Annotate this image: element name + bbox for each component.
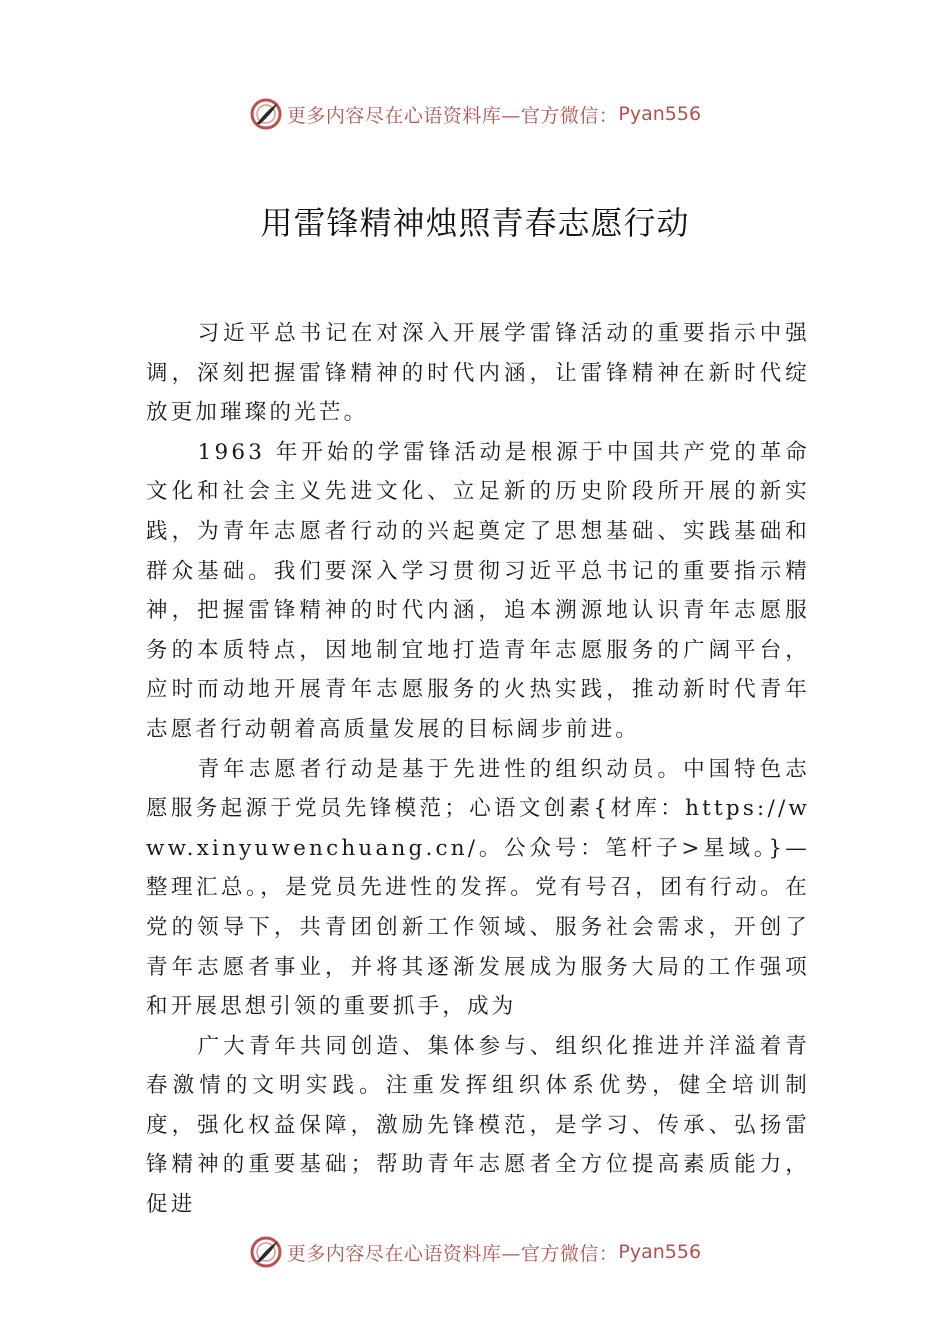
banner-text: 更多内容尽在心语资料库—官方微信：	[286, 104, 619, 127]
paragraph: 习近平总书记在对深入开展学雷锋活动的重要指示中强调，深刻把握雷锋精神的时代内涵，让雷锋精神在新时代绽放更加璀璨的光芒。	[146, 321, 810, 426]
footer-watermark-banner	[0, 1232, 950, 1272]
document-body	[146, 314, 810, 1225]
paragraph: 青年志愿者行动是基于先进性的组织动员。中国特色志愿服务起源于党员先锋模范；心语文创素{材库：https://www.xinyuwenchuang.cn/。公众号：笔杆子>星域。}—整理汇总。，是党员先进性的发挥。党有号召，团有行动。在党的领导下，共青团创新工作领域、服务社会需求，开创了青年志愿者事业，并将其逐渐发展成为服务大局的工作强项和开展思想引领的重要抓手，成为	[146, 756, 810, 1020]
paragraph: 广大青年共同创造、集体参与、组织化推进并洋溢着青春激情的文明实践。注重发挥组织体系优势，健全培训制度，强化权益保障，激励先锋模范，是学习、传承、弘扬雷锋精神的重要基础；帮助青年志愿者全方位提高素质能力，促进	[146, 1033, 810, 1218]
banner-wechat-id: Pyan556	[618, 103, 702, 125]
document-title: 用雷锋精神烛照青春志愿行动	[260, 204, 690, 242]
quill-logo-icon	[249, 97, 283, 131]
banner-text: 更多内容尽在心语资料库—官方微信：	[286, 1242, 619, 1265]
banner-wechat-id: Pyan556	[618, 1241, 702, 1263]
header-watermark-banner	[0, 94, 950, 134]
quill-logo-icon	[249, 1235, 283, 1269]
paragraph: 1963 年开始的学雷锋活动是根源于中国共产党的革命文化和社会主义先进文化、立足新的历史阶段所开展的新实践，为青年志愿者行动的兴起奠定了思想基础、实践基础和群众基础。我们要深入学习贯彻习近平总书记的重要指示精神，把握雷锋精神的时代内涵，追本溯源地认识青年志愿服务的本质特点，因地制宜地打造青年志愿服务的广阔平台， 应时而动地开展青年志愿服务的火热实践，推动新时代青年志愿者行动朝着高质量发展的目标阔步前进。	[146, 439, 810, 742]
